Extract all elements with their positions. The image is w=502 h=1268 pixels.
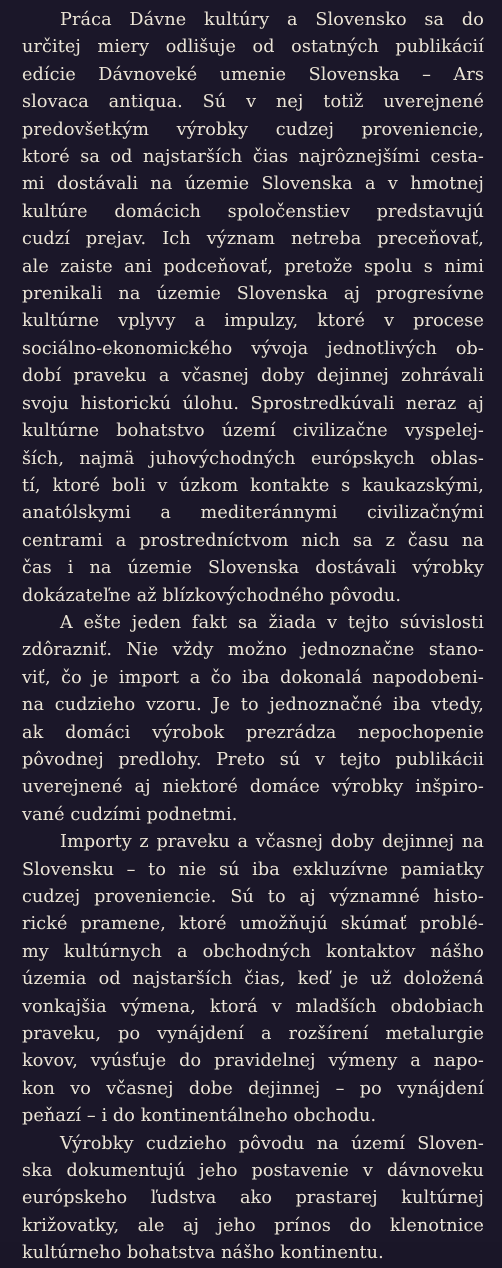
text-line: kon vo včasnej dobe dejinnej – po vynájdení xyxy=(22,1078,484,1099)
text-line: slovaca antiqua. Sú v nej totiž uverejnené xyxy=(22,92,484,113)
text-line: kultúrne bohatstvo území civilizačne vyspelej- xyxy=(22,421,484,442)
text-line: A ešte jeden fakt sa žiada v tejto súvislosti xyxy=(60,612,484,633)
text-line: Importy z praveku a včasnej doby dejinnej na xyxy=(60,832,484,853)
text-line: križovatky, ale aj jeho prínos do klenotnice xyxy=(22,1215,484,1236)
text-line: pôvodnej predlohy. Preto sú v tejto publikácii xyxy=(22,749,484,770)
text-line: Práca Dávne kultúry a Slovensko sa do xyxy=(60,10,484,30)
text-line: dobí praveku a včasnej doby dejinnej zohrávali xyxy=(22,366,484,387)
text-line: kultúrneho bohatstva nášho kontinentu. xyxy=(22,1243,384,1264)
text-line: zdôrazniť. Nie vždy možno jednoznačne stano- xyxy=(22,640,484,661)
text-line: vané cudzími podnetmi. xyxy=(22,804,238,825)
text-line: ak domáci výrobok prezrádza nepochopenie xyxy=(22,722,484,743)
text-line: tí, ktoré boli v úzkom kontakte s kaukazskými, xyxy=(22,475,484,496)
text-line: sociálno-ekonomického vývoja jednotlivých ob- xyxy=(22,338,484,359)
text-line: centrami a prostredníctvom nich sa z času na xyxy=(22,530,484,551)
text-line: my kultúrnych a obchodných kontaktov nášho xyxy=(22,941,484,962)
text-line: kultúrne vplyvy a impulzy, ktoré v procese xyxy=(22,311,484,332)
text-line: kultúre domácich spoločenstiev predstavujú xyxy=(22,201,484,222)
text-line: cudzej proveniencie. Sú to aj významné histo- xyxy=(22,887,484,907)
paragraph xyxy=(22,610,484,829)
text-line: kovov, vyúsťuje do pravidelnej výmeny a napo- xyxy=(22,1051,484,1072)
text-line: územia od najstarších čias, keď je už doložená xyxy=(22,969,484,990)
text-line: ale zaiste ani podceňovať, pretože spolu s nimi xyxy=(22,256,484,277)
text-line: peňazí – i do kontinentálneho obchodu. xyxy=(22,1106,377,1127)
text-line: viť, čo je import a čo iba dokonalá napodobeni- xyxy=(22,667,484,688)
text-line: dokázateľne až blízkovýchodného pôvodu. xyxy=(22,585,402,606)
text-line: vonkajšia výmena, ktorá v mladších obdobiach xyxy=(22,996,484,1017)
text-line: prenikali na územie Slovenska aj progresívne xyxy=(22,284,484,305)
text-line: európskeho ľudstva ako prastarej kultúrnej xyxy=(22,1188,484,1209)
text-line: Výrobky cudzieho pôvodu na území Sloven- xyxy=(60,1133,484,1154)
text-line: rické pramene, ktoré umožňujú skúmať problé- xyxy=(22,914,484,935)
text-line: praveku, po vynájdení a rozšírení metalurgie xyxy=(22,1024,484,1045)
paragraph xyxy=(22,1131,484,1268)
text-line: uverejnené aj niektoré domáce výrobky inšpiro- xyxy=(22,777,484,798)
text-line: Slovensku – to nie sú iba exkluzívne pamiatky xyxy=(22,859,484,880)
text-line: predovšetkým výrobky cudzej proveniencie, xyxy=(22,119,484,140)
paragraph xyxy=(22,7,484,610)
text-line: mi dostávali na územie Slovenska a v hmotnej xyxy=(22,174,484,195)
text-line: ších, najmä juhovýchodných európskych oblas- xyxy=(22,448,484,469)
text-line: svoju historickú úlohu. Sprostredkúvali neraz aj xyxy=(22,393,484,414)
text-line: edície Dávnoveké umenie Slovenska – Ars xyxy=(22,64,484,85)
paragraph xyxy=(22,829,484,1130)
text-line: ktoré sa od najstarších čias najrôznejšími cesta- xyxy=(22,147,484,168)
text-line: ska dokumentujú jeho postavenie v dávnoveku xyxy=(22,1161,484,1182)
text-line: na cudzieho vzoru. Je to jednoznačné iba vtedy, xyxy=(22,695,484,716)
text-line: čas i na územie Slovenska dostávali výrobky xyxy=(22,558,484,579)
text-line: určitej miery odlišuje od ostatných publikácií xyxy=(22,37,484,58)
text-line: cudzí prejav. Ich význam netreba preceňovať, xyxy=(22,229,484,250)
document-body xyxy=(22,7,484,1268)
text-line: anatólskymi a mediteránnymi civilizačnými xyxy=(22,503,484,524)
